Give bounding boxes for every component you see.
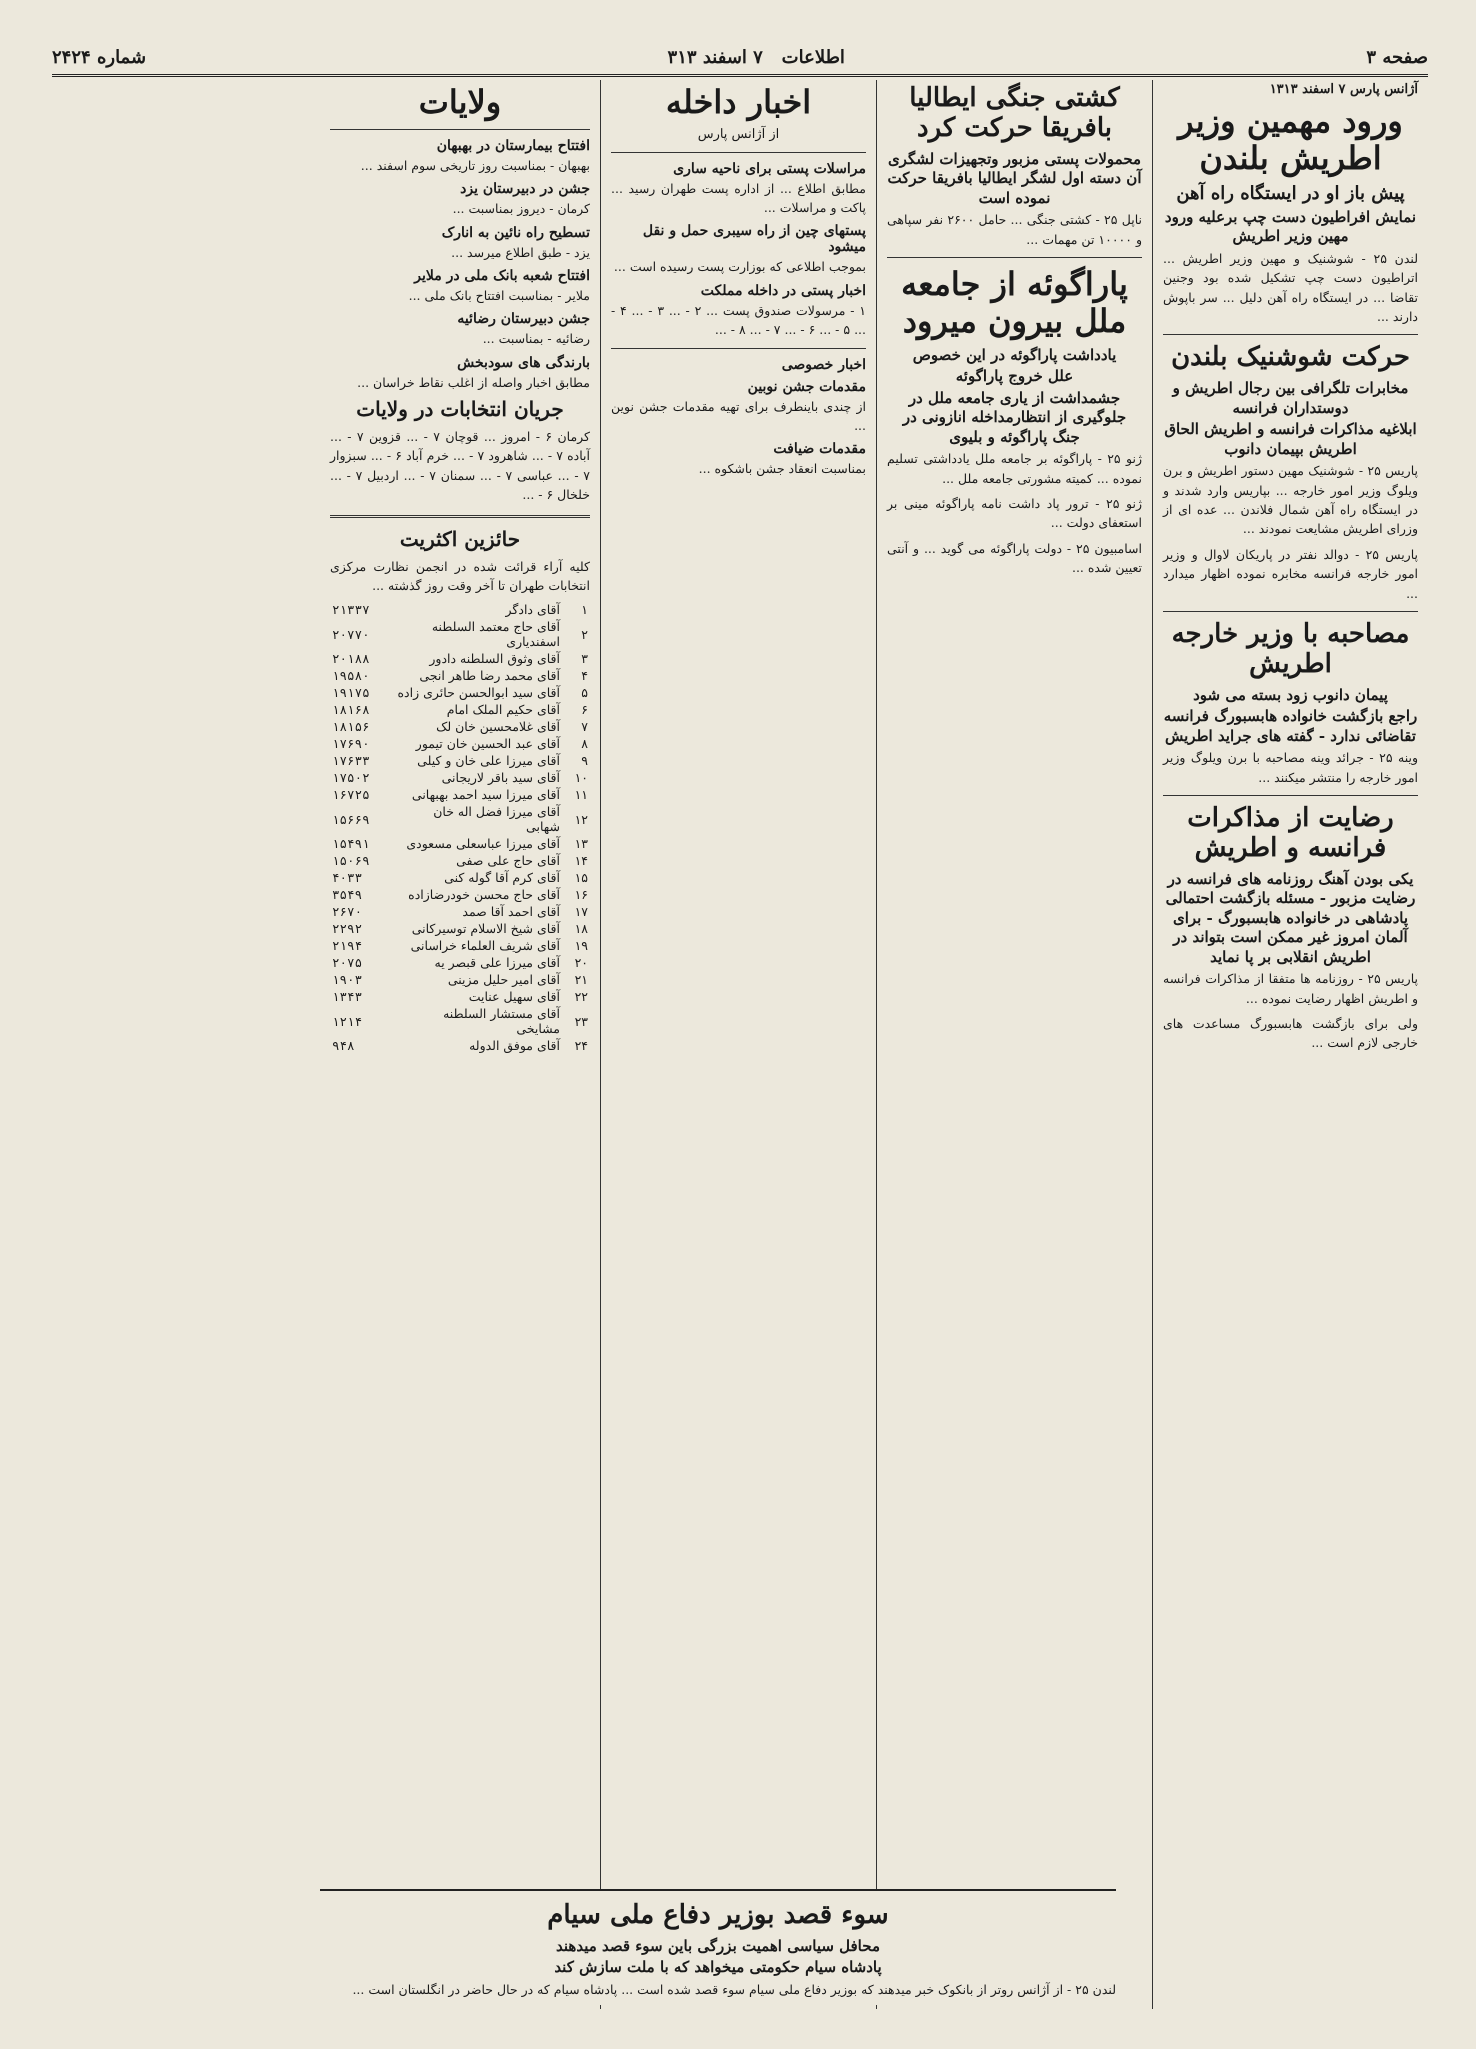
candidate-name: آقای میرزا فضل اله خان شهابی xyxy=(433,804,560,835)
article-body: پاریس ۲۵ - شوشنیک مهین دستور اطریش و برن ویلوگ وزیر امور خارجه ... بپاریس وارد شدند و در ایستگاه راه آهن شمال فلاندن ... عده ای از وزراى اطریش مشایعت نمودند ... xyxy=(1163,463,1418,537)
candidate-rank: ۱۶ xyxy=(574,887,588,903)
candidate-name: آقای حاج علی صفی xyxy=(456,853,560,869)
candidate-votes: ۱۹۱۷۵ xyxy=(332,685,370,701)
article-body: از چندی باینطرف برای تهیه مقدمات جشن نوین ... xyxy=(611,398,866,433)
candidate-rank: ۲۲ xyxy=(574,989,588,1005)
candidate-rank: ۲ xyxy=(581,626,588,642)
headline-siam: سوء قصد بوزیر دفاع ملی سیام xyxy=(547,1899,889,1930)
article-body: لندن ۲۵ - شوشنیک و مهین وزیر اطریش ... اتراطیون دست چپ تشکیل شده بود وجنین تقاضا ... در ایستگاه راه آهن دلیل ... سر باپوش دارند ... xyxy=(1163,250,1419,324)
candidate-votes: ۱۵۶۶۹ xyxy=(332,811,370,827)
candidate-rank: ۶ xyxy=(581,702,588,718)
article-body: بمناسبت انعقاد جشن باشکوه ... xyxy=(698,461,866,477)
candidate-name: آقای شریف العلماء خراسانی xyxy=(410,938,560,954)
candidate-votes: ۲۲۹۲ xyxy=(332,921,363,937)
candidate-name: آقای امیر حلیل مزینی xyxy=(447,972,560,988)
headline-satisfaction: رضایت از مذاکرات فرانسه و اطریش xyxy=(1187,802,1394,863)
headline-italian-warship: کشتی جنگی ایطالیا بافریقا حرکت کرد xyxy=(909,83,1120,143)
candidate-votes: ۲۰۷۵ xyxy=(332,955,363,971)
candidate-name: آقای حکیم الملک امام xyxy=(446,702,560,718)
table-row xyxy=(330,803,590,835)
article-body: ناپل ۲۵ - کشتی جنگی ... حامل ۲۶۰۰ نفر سپاهی و ۱۰۰۰۰ تن مهمات ... xyxy=(887,212,1142,247)
table-row xyxy=(330,988,590,1005)
candidate-votes: ۳۵۴۹ xyxy=(332,887,363,903)
subhead: پیش باز او در ایستگاه راه آهن xyxy=(1176,183,1405,205)
candidate-votes: ۱۷۶۳۳ xyxy=(332,753,370,769)
table-row xyxy=(330,718,590,735)
results-title: حائزین اکثریت xyxy=(399,526,521,551)
table-row xyxy=(330,601,590,618)
article-body: ژنو ۲۵ - ترور پاد داشت نامه پاراگوئه مینی بر استعفای دولت ... xyxy=(887,495,1142,531)
candidate-rank: ۹ xyxy=(581,753,588,769)
section-title: تسطیح راه نائین به انارک xyxy=(441,224,590,241)
candidate-name: آقای احمد آقا صمد xyxy=(462,904,560,920)
table-row xyxy=(330,886,590,903)
table-row xyxy=(330,769,590,786)
subhead: جشمداشت از یاری جامعه ملل در جلوگیری از انتظارمداخله انازونی در جنگ پاراگوئه و بلیوی xyxy=(902,388,1127,446)
candidate-votes: ۱۵۰۶۹ xyxy=(332,853,370,869)
candidate-rank: ۱۱ xyxy=(574,787,588,803)
subhead: مخابرات تلگرافی بین رجال اطریش و دوستداران فرانسه xyxy=(1172,379,1409,417)
subhead: محمولات پستی مزبور وتجهیزات لشگری آن دسته اول لشگر ایطالیا بافریقا حرکت نموده است xyxy=(887,149,1142,207)
headline-elections: جریان انتخابات در ولایات xyxy=(356,397,564,422)
subhead: ابلاغیه مذاکرات فرانسه و اطریش الحاق اطریش بپیمان دانوب xyxy=(1164,420,1417,458)
candidate-votes: ۲۰۱۸۸ xyxy=(332,651,370,667)
table-row xyxy=(330,852,590,869)
candidate-name: آقای میرزا سید احمد بهبهانی xyxy=(411,787,560,803)
candidate-votes: ۱۸۱۵۶ xyxy=(332,719,370,735)
section-title: جشن دبیرستان رضائیه xyxy=(457,311,590,328)
columns xyxy=(52,80,1428,2009)
paper-name: اطلاعات xyxy=(781,46,845,68)
candidate-rank: ۲۰ xyxy=(574,955,588,971)
article-body: وینه ۲۵ - جرائد وینه مصاحبه با برن ویلوگ وزیر امور خارجه را منتشر میکنند ... xyxy=(1163,750,1418,785)
section-title: پستهای چین از راه سیبری حمل و نقل میشود xyxy=(642,223,866,256)
section-title: اخبار خصوصی xyxy=(781,356,866,373)
section-title: بارندگی های سودبخش xyxy=(457,354,590,371)
candidate-votes: ۱۷۶۹۰ xyxy=(332,736,370,752)
candidate-votes: ۱۹۵۸۰ xyxy=(332,668,370,684)
table-row xyxy=(330,701,590,718)
candidate-name: آقای میرزا علی خان و کیلی xyxy=(417,753,560,769)
candidate-rank: ۱۹ xyxy=(574,938,588,954)
article-body: بموجب اطلاعی که بوزارت پست رسیده است ... xyxy=(613,259,866,275)
candidate-votes: ۱۸۱۶۸ xyxy=(332,702,370,718)
candidate-rank: ۱۷ xyxy=(574,904,588,920)
candidate-rank: ۳ xyxy=(581,651,588,667)
page-label: صفحه ۳ xyxy=(1366,46,1428,68)
article-body: لندن ۲۵ - از آژانس روتر از بانکوک خبر میدهند که بوزیر دفاع ملی سیام سوء قصد شده است ... پادشاه سیام که در حال حاضر در انگلستان است ... xyxy=(352,1981,1116,1997)
candidate-rank: ۱۴ xyxy=(574,853,588,869)
column-3 xyxy=(600,80,876,2009)
table-row xyxy=(330,1005,590,1037)
subhead: محافل سیاسی اهمیت بزرگی باین سوء قصد میدهند xyxy=(556,1936,880,1955)
candidate-votes: ۲۰۷۷۰ xyxy=(332,626,370,642)
table-row xyxy=(330,752,590,769)
table-row xyxy=(330,667,590,684)
candidate-votes: ۱۵۴۹۱ xyxy=(332,836,370,852)
masthead xyxy=(52,40,1428,77)
article-body: کرمان ۶ - امروز ... قوچان ۷ - ... قزوین ۷ - ... آباده ۷ - ... شاهرود ۷ - ... خرم آباد ۶ - ... سبزوار ۷ - ... عباسی ۷ - ... سمنان ۷ - ... اردبیل ۷ - ... خلخال ۶ - ... xyxy=(330,429,590,503)
candidate-rank: ۱ xyxy=(581,602,588,618)
column-2 xyxy=(876,80,1152,2009)
candidate-rank: ۲۴ xyxy=(574,1038,588,1054)
section-title: جشن در دبیرستان یزد xyxy=(460,181,590,198)
article-body: مطابق اخبار واصله از اغلب نقاط خراسان ... xyxy=(357,374,590,390)
subhead: علل خروج پاراگوئه xyxy=(955,367,1074,386)
table-row xyxy=(330,684,590,701)
headline-austria-minister: ورود مهمین وزیر اطریش بلندن xyxy=(1178,101,1403,177)
candidate-rank: ۱۵ xyxy=(574,870,588,886)
article-body: کرمان - دیروز بمناسبت ... xyxy=(452,201,590,217)
table-row xyxy=(330,954,590,971)
candidate-votes: ۱۷۵۰۲ xyxy=(332,770,370,786)
results-table xyxy=(330,601,590,1054)
candidate-name: آقای کرم آقا گوله کنی xyxy=(444,870,560,886)
table-row xyxy=(330,971,590,988)
candidate-votes: ۱۲۱۴ xyxy=(332,1013,363,1029)
subhead: یکی بودن آهنگ روزنامه های فرانسه در رضایت مزبور - مسئله بازگشت احتمالی پادشاهی در خانواده هابسبورگ - برای آلمان امروز غیر ممکن است بتواند در اطریش انقلابی بر پا نماید xyxy=(1165,869,1416,966)
table-row xyxy=(330,937,590,954)
agency-line: آژانس پارس ۷ اسفند ۱۳۱۳ xyxy=(1269,82,1418,97)
candidate-name: آقای دادگر xyxy=(505,602,560,618)
headline-provinces: ولایات xyxy=(418,83,502,121)
issue-date: ۷ اسفند ۳۱۳ xyxy=(667,46,763,68)
subhead: راجع بازگشت خانواده هابسبورگ فرانسه تقاضائی ندارد - گفته های جراید اطریش xyxy=(1163,707,1418,745)
candidate-votes: ۱۳۴۳ xyxy=(332,989,363,1005)
article-body: بهبهان - بمناسبت روز تاریخی سوم اسفند ... xyxy=(360,157,590,173)
candidate-name: آقای عبد الحسین خان تیمور xyxy=(415,736,560,752)
candidate-name: آقای سهیل عنایت xyxy=(468,989,560,1005)
article-body: اسامبیون ۲۵ - دولت پاراگوئه می گوید ... و آنتی تعیین شده ... xyxy=(887,540,1143,575)
table-row xyxy=(330,786,590,803)
candidate-name: آقای سید ابوالحسن حائری زاده xyxy=(397,685,560,701)
candidate-name: آقای شیخ الاسلام توسیرکانی xyxy=(411,921,560,937)
candidate-rank: ۱۲ xyxy=(574,811,588,827)
section-title: مقدمات ضیافت xyxy=(773,441,866,458)
article-body: رضائیه - بمناسبت ... xyxy=(482,331,590,347)
bottom-banner xyxy=(320,1889,1116,2005)
candidate-name: آقای میرزا عباسعلی مسعودی xyxy=(406,836,560,852)
candidate-name: آقای غلامحسین خان لک xyxy=(436,719,560,735)
candidate-rank: ۲۳ xyxy=(574,1013,588,1029)
source-line: از آژانس پارس xyxy=(697,126,780,142)
candidate-name: آقای مستشار السلطنه مشایخی xyxy=(443,1006,560,1037)
table-row xyxy=(330,920,590,937)
candidate-votes: ۲۱۳۳۷ xyxy=(332,602,370,618)
section-title: مراسلات پستی برای ناحیه ساری xyxy=(673,160,866,177)
section-title: اخبار پستی در داخله مملکت xyxy=(700,282,866,299)
headline-interview: مصاحبه با وزیر خارجه اطریش xyxy=(1171,618,1410,679)
candidate-rank: ۷ xyxy=(581,719,588,735)
candidate-rank: ۱۸ xyxy=(574,921,588,937)
candidate-name: آقای حاج محسن خودرضازاده xyxy=(408,887,560,903)
article-body: پاریس ۲۵ - دوالد نفتر در پاریکان لاوال و وزیر امور خارجه فرانسه مخابره نموده اظهار میدارد ... xyxy=(1163,546,1418,601)
candidate-votes: ۲۱۹۴ xyxy=(332,938,363,954)
table-row xyxy=(330,835,590,852)
subhead: یادداشت پاراگوئه در این خصوص xyxy=(912,345,1117,364)
table-row xyxy=(330,650,590,667)
results-intro: کلیه آراء قرائت شده در انجمن نظارت مرکزی انتخابات طهران تا آخر وقت روز گذشته ... xyxy=(330,558,590,593)
candidate-rank: ۱۳ xyxy=(574,836,588,852)
candidate-rank: ۵ xyxy=(581,685,588,701)
subhead: پیمان دانوب زود بسته می شود xyxy=(1193,685,1388,704)
headline-paraguay: پاراگوئه از جامعه ملل بیرون میرود xyxy=(901,265,1128,340)
table-row xyxy=(330,903,590,920)
table-row xyxy=(330,735,590,752)
column-1 xyxy=(1152,80,1428,2009)
section-title: مقدمات جشن نوبین xyxy=(747,378,866,395)
candidate-votes: ۱۹۰۳ xyxy=(332,972,363,988)
subhead: نمایش افراطیون دست چپ برعلیه ورود مهین وزیر اطریش xyxy=(1164,207,1417,246)
candidate-votes: ۱۶۷۲۵ xyxy=(332,787,370,803)
article-body: ملایر - بمناسبت افتتاح بانک ملی ... xyxy=(408,287,590,303)
section-title: افتتاح بیمارستان در بهبهان xyxy=(436,137,590,154)
candidate-rank: ۴ xyxy=(581,668,588,684)
article-body: پاریس ۲۵ - روزنامه ها متفقا از مذاکرات فرانسه و اطریش اظهار رضایت نموده ... xyxy=(1163,971,1418,1006)
candidate-votes: ۹۴۸ xyxy=(332,1038,355,1054)
candidate-rank: ۲۱ xyxy=(574,972,588,988)
issue-number: شماره ۲۴۲۴ xyxy=(52,46,147,68)
headline-schuschnigg: حرکت شوشنیک بلندن xyxy=(1171,342,1410,373)
table-row xyxy=(330,869,590,886)
section-title: افتتاح شعبه بانک ملی در ملایر xyxy=(414,267,590,284)
candidate-name: آقای وثوق السلطنه دادور xyxy=(429,651,560,667)
candidate-rank: ۸ xyxy=(581,736,588,752)
paper-date xyxy=(668,47,845,68)
candidate-name: آقای محمد رضا طاهر انجی xyxy=(419,668,560,684)
candidate-name: آقای میرزا علی قبصر یه xyxy=(434,955,560,971)
column-4 xyxy=(320,80,600,2009)
candidate-rank: ۱۰ xyxy=(574,770,588,786)
headline-domestic: اخبار داخله xyxy=(665,83,812,121)
candidate-name: آقای حاج معتمد السلطنه اسفندیاری xyxy=(431,619,560,650)
candidate-votes: ۲۶۷۰ xyxy=(332,904,363,920)
article-body: ولی برای بازگشت هابسبورگ مساعدت های خارجی لازم است ... xyxy=(1163,1015,1418,1051)
article-body: یزد - طبق اطلاع میرسد ... xyxy=(451,244,590,260)
candidate-name: آقای موفق الدوله xyxy=(469,1038,560,1054)
article-body: مطابق اطلاع ... از اداره پست طهران رسید ... پاکت و مراسلات ... xyxy=(611,180,866,216)
article-body: ۱ - مرسولات صندوق پست ... ۲ - ... ۳ - ... ۴ - ... ۵ - ... ۶ - ... ۷ - ... ۸ - ... xyxy=(611,302,866,338)
candidate-votes: ۴۰۳۳ xyxy=(332,870,363,886)
subhead: پادشاه سیام حکومتی میخواهد که با ملت سازش کند xyxy=(554,1958,882,1977)
article-body: ژنو ۲۵ - پاراگوئه بر جامعه ملل یادداشتی تسلیم نموده ... کمیته مشورتی جامعه ملل ... xyxy=(887,451,1142,486)
table-row xyxy=(330,1037,590,1054)
candidate-name: آقای سید باقر لاریجانی xyxy=(441,770,560,786)
table-row xyxy=(330,618,590,650)
